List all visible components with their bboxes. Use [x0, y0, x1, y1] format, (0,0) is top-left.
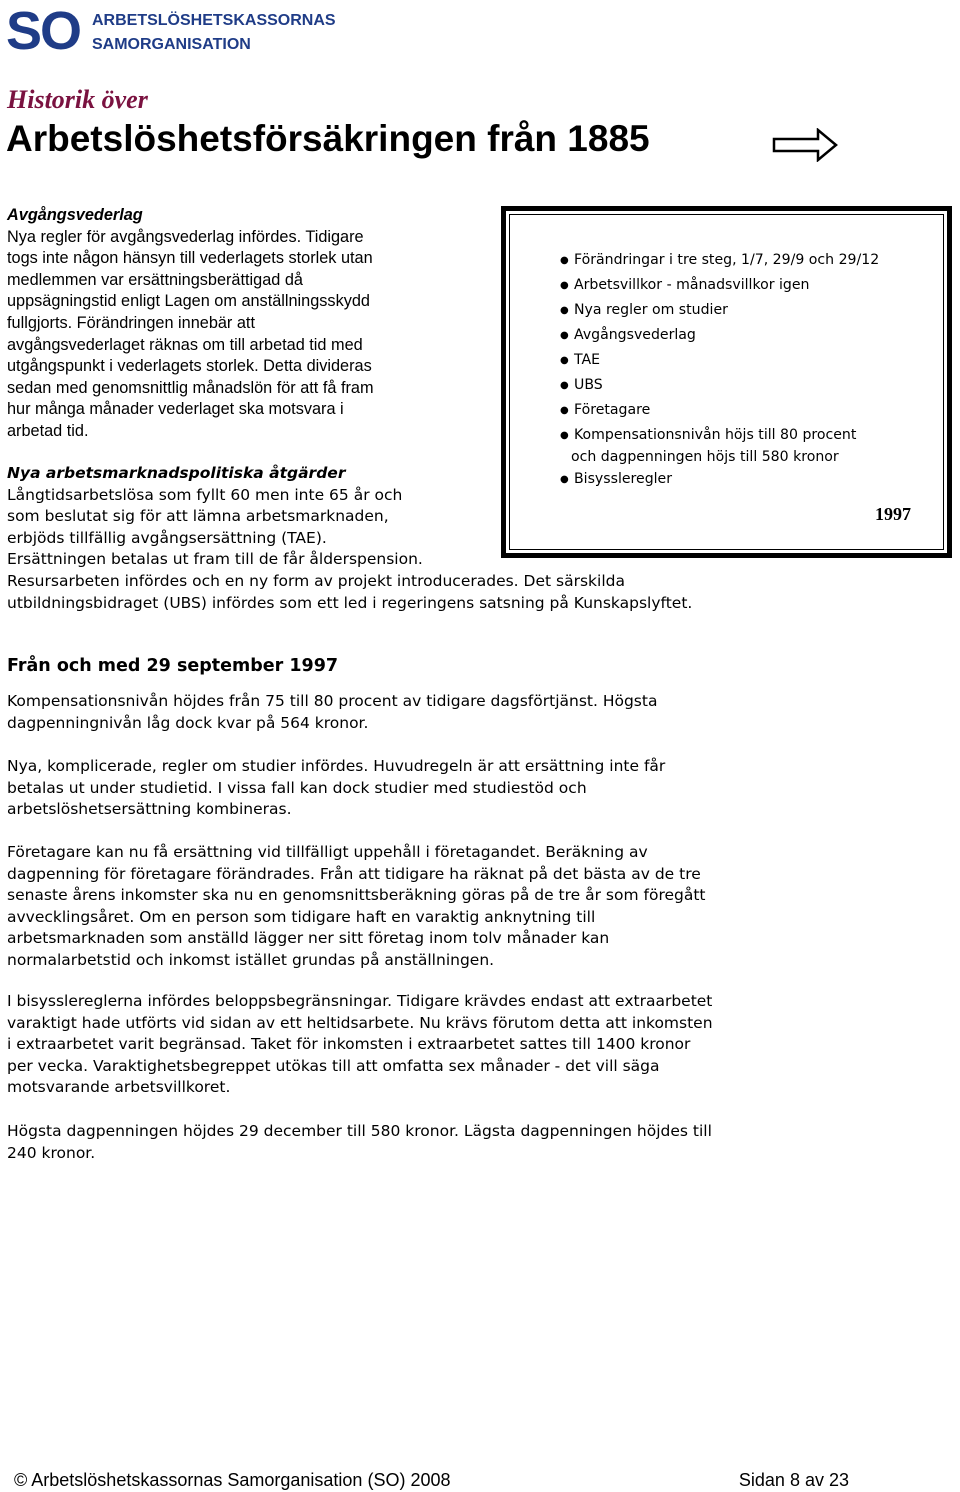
text-line: avvecklingsåret. Om en person som tidigare haft en varaktig anknytning till: [7, 907, 596, 926]
footer-copyright: © Arbetslöshetskassornas Samorganisation (SO) 2008: [14, 1470, 451, 1490]
text-line: i extraarbetet varit begränsad. Taket för inkomsten i extraarbetet sattes till 1400 kronor: [7, 1035, 691, 1054]
text-line: avgångsvederlaget räknas om till arbetad tid med: [7, 335, 363, 354]
footer-page-number: Sidan 8 av 23: [738, 1470, 849, 1490]
list-item: ● TAE: [562, 348, 942, 373]
text-line: Nya regler för avgångsvederlag infördes. Tidigare: [7, 227, 364, 246]
text-line: Långtidsarbetslösa som fyllt 60 men inte 65 år och: [7, 485, 403, 504]
logo-mark: SO: [6, 1, 81, 61]
text-line: hur många månader vederlaget ska motsvara i: [7, 400, 344, 419]
text-line: Företagare kan nu få ersättning vid tillfälligt uppehåll i företagandet. Beräkning av: [7, 843, 648, 861]
text-line: Resursarbeten infördes och en ny form av projekt introducerades. Det särskilda: [7, 571, 625, 590]
org-name-line1: ARBETSLÖSHETSKASSORNAS: [92, 12, 336, 29]
text-line: sedan med genomsnittlig månadslön för att få fram: [7, 378, 374, 397]
text-line: uppsägningstid enligt Lagen om anställningsskydd: [7, 292, 370, 311]
list-item: ● Nya regler om studier: [562, 298, 942, 323]
text-line: varaktigt hade utförts vid sidan av ett heltidsarbete. Nu krävs förutom detta att inkomsten: [7, 1013, 713, 1032]
text-line: medlemmen var ersättningsberättigad då: [7, 270, 303, 289]
box-year-label: 1997: [875, 504, 911, 524]
bullet-icon: ●: [560, 330, 569, 341]
section-heading-sept-1997: Från och med 29 september 1997: [7, 656, 339, 676]
list-item: ● Arbetsvillkor - månadsvillkor igen: [562, 273, 942, 298]
paragraph: [7, 1121, 712, 1164]
paragraph: [7, 756, 665, 821]
bullet-icon: ●: [560, 380, 569, 391]
text-line: Högsta dagpenningen höjdes 29 december till 580 kronor. Lägsta dagpenningen höjdes till: [7, 1122, 712, 1140]
org-name-line2: SAMORGANISATION: [92, 36, 251, 53]
text-line: dagpenningnivån låg dock kvar på 564 kronor.: [7, 713, 369, 732]
bullet-icon: ●: [560, 355, 569, 366]
text-line: arbetsmarknaden som anställd lägger ner sitt företag inom tolv månader kan: [7, 929, 610, 948]
summary-box: [501, 206, 952, 558]
text-line: betalas ut under studietid. I vissa fall kan dock studier med studiestöd och: [7, 778, 587, 797]
section-heading: Avgångsvederlag: [7, 206, 143, 224]
bullet-icon: ●: [560, 405, 569, 416]
list-item: ● Förändringar i tre steg, 1/7, 29/9 och 29/12: [562, 248, 942, 273]
paragraph: [7, 842, 706, 972]
text-line: fullgjorts. Förändringen innebär att: [7, 313, 255, 332]
text-line: normalarbetstid och inkomst istället grundas på anställningen.: [7, 950, 495, 969]
list-item: ● Företagare: [562, 398, 942, 423]
page-subtitle: Historik över: [7, 85, 148, 114]
text-line: arbetad tid.: [7, 421, 89, 440]
list-item-continuation: och dagpenningen höjs till 580 kronor: [571, 449, 839, 465]
text-line: erbjöds tillfällig avgångsersättning (TAE).: [7, 528, 327, 547]
text-line: Ersättningen betalas ut fram till de får ålderspension.: [7, 550, 423, 569]
list-item: ● UBS: [562, 373, 942, 398]
text-line: 240 kronor.: [7, 1143, 96, 1162]
list-item: ● Kompensationsnivån höjs till 80 procent och dagpenningen höjs till 580 kronor: [562, 423, 942, 467]
list-item: ● Avgångsvederlag: [562, 323, 942, 348]
section-heading: Nya arbetsmarknadspolitiska åtgärder: [7, 464, 346, 482]
list-item: ● Bisyssleregler: [562, 467, 942, 492]
summary-list: [562, 248, 942, 492]
page-footer: [14, 1468, 854, 1492]
bullet-icon: ●: [560, 255, 569, 266]
text-line: senaste årens inkomster ska nu en genomsnittsberäkning göras på de tre år som föregått: [7, 886, 706, 905]
section-avgangsvederlag: [7, 205, 374, 443]
paragraph: [7, 991, 713, 1099]
text-line: som beslutat sig för att lämna arbetsmarknaden,: [7, 507, 389, 526]
text-line: Kompensationsnivån höjdes från 75 till 80 procent av tidigare dagsförtjänst. Högsta: [7, 692, 658, 710]
bullet-icon: ●: [560, 280, 569, 291]
text-line: per vecka. Varaktighetsbegreppet utökas till att omfatta sex månader - det vill säga: [7, 1056, 660, 1075]
text-line: arbetslöshetsersättning kombineras.: [7, 800, 292, 819]
text-line: Nya, komplicerade, regler om studier infördes. Huvudregeln är att ersättning inte får: [7, 757, 666, 775]
text-line: motsvarande arbetsvillkoret.: [7, 1078, 231, 1097]
text-line: I bisysslereglerna infördes beloppsbegränsningar. Tidigare krävdes endast att extraarbetet: [7, 992, 713, 1010]
page-title: Arbetslöshetsförsäkringen från 1885: [6, 118, 650, 159]
bullet-icon: ●: [560, 305, 569, 316]
text-line: togs inte någon hänsyn till vederlagets storlek utan: [7, 249, 373, 268]
right-arrow-icon: [772, 128, 838, 162]
bullet-icon: ●: [560, 430, 569, 441]
text-line: dagpenning för företagare förändrades. Från att tidigare ha räknat på det bästa av de tre: [7, 864, 701, 883]
paragraph: [7, 691, 657, 734]
bullet-icon: ●: [560, 474, 569, 485]
text-line: utbildningsbidraget (UBS) infördes som ett led i regeringens satsning på Kunskapslyftet.: [7, 593, 693, 612]
text-line: utgångspunkt i vederlagets storlek. Detta divideras: [7, 357, 372, 376]
